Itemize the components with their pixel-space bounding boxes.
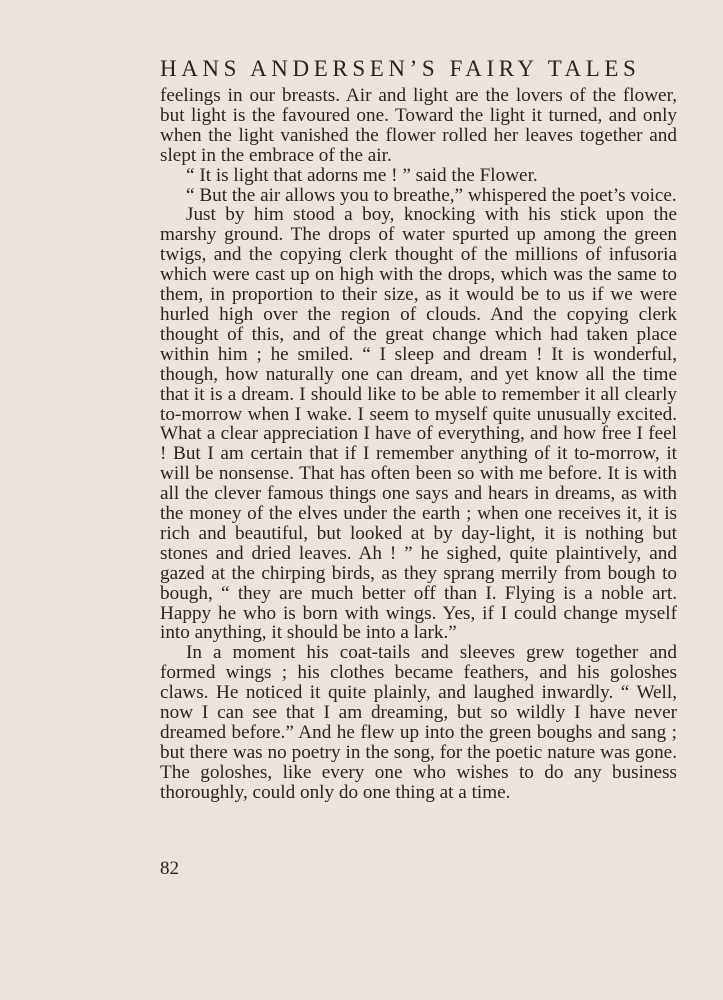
- paragraph: In a moment his coat-tails and sleeves grew together and formed wings ; his clothes became feathers, and his goloshes claws. He noticed it quite plainly, and laughed inwardly. “ Well, now I can see that I am dreaming, but so wildly I have never dreamed before.” And he flew up into the green boughs and sang ; but there was no poetry in the song, for the poetic nature was gone. The goloshes, like every one who wishes to do any business thoroughly, could only do one thing at a time.: [160, 642, 677, 803]
- paragraph: “ It is light that adorns me ! ” said the Flower.: [186, 164, 538, 186]
- page-number: 82: [160, 858, 179, 879]
- running-head: HANS ANDERSEN’S FAIRY TALES: [160, 56, 641, 81]
- paragraph: “ But the air allows you to breathe,” whispered the poet’s voice.: [186, 184, 677, 206]
- paragraph: Just by him stood a boy, knocking with his stick upon the marshy ground. The drops of water spurted up among the green twigs, and the copying clerk thought of the millions of infusoria which were cast up on high with the drops, which was the same to them, in proportion to their size, as it would be to us if we were hurled high over the region of clouds. And the copying clerk thought of this, and of the great change which had taken place within him ; he smiled. “ I sleep and dream ! It is wonderful, though, how naturally one can dream, and yet know all the time that it is a dream. I should like to be able to remember it all clearly to-morrow when I wake. I seem to myself quite unusually excited. What a clear appreciation I have of everything, and how free I feel ! But I am certain that if I remember anything of it to-morrow, it will be nonsense. That has often been so with me before. It is with all the clever famous things one says and hears in dreams, as with the money of the elves under the earth ; when one receives it, it is rich and beautiful, but looked at by day-light, it is nothing but stones and dried leaves. Ah ! ” he sighed, quite plaintively, and gazed at the chirping birds, as they sprang merrily from bough to bough, “ they are much better off than I. Flying is a noble art. Happy he who is born with wings. Yes, if I could change myself into anything, it should be into a lark.”: [160, 204, 677, 644]
- body-text: [160, 86, 677, 803]
- paragraph-continued: feelings in our breasts. Air and light are the lovers of the flower, but light is the favoured one. Toward the light it turned, and only when the light vanished the flower rolled her leaves together and slept in the embrace of the air.: [160, 85, 677, 166]
